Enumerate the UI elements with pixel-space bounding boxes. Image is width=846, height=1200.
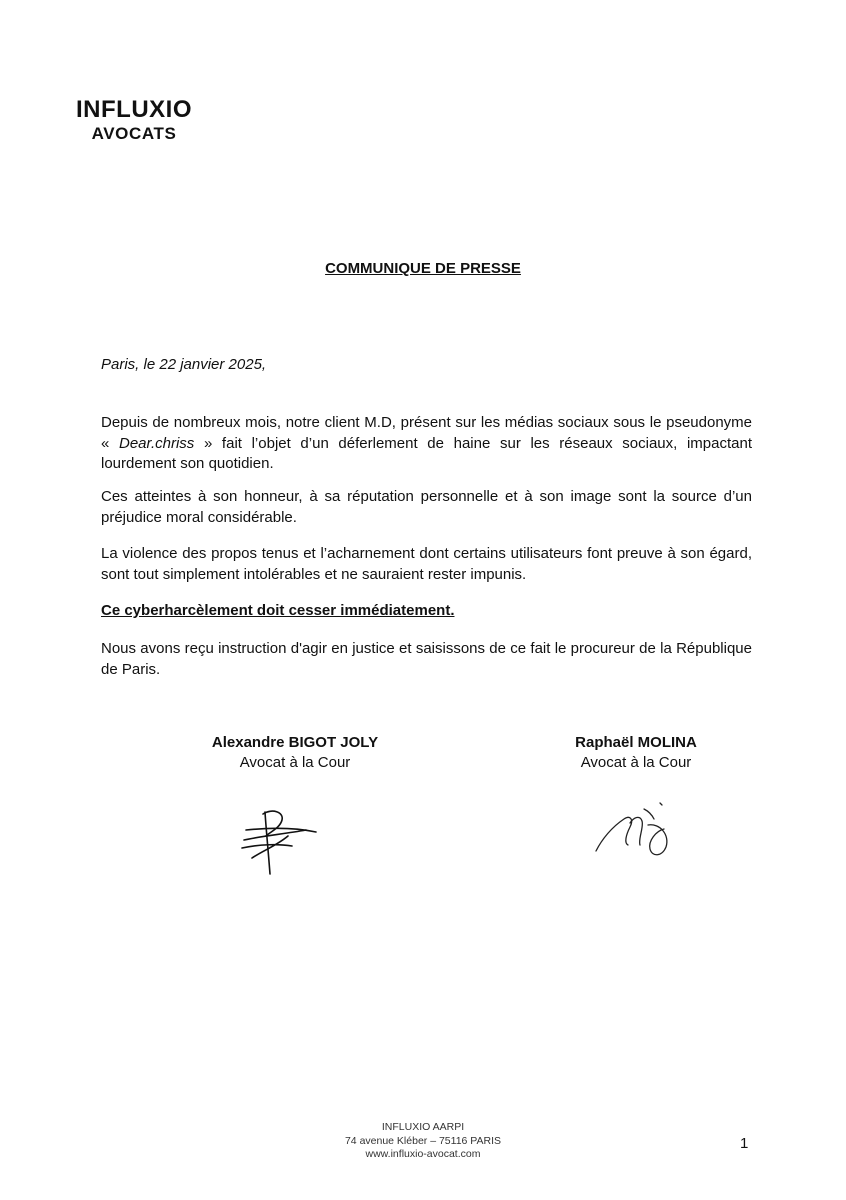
logo-line-influxio: INFLUXIO: [76, 96, 192, 123]
paragraph-1-part-1: Depuis de nombreux mois, notre client M.D, présent sur les médias sociaux sous le pseudonyme «: [101, 414, 752, 452]
paragraph-4-emphasis: Ce cyberharcèlement doit cesser immédiatement.: [101, 602, 455, 619]
footer-website: www.influxio-avocat.com: [365, 1148, 481, 1160]
signatory-role: Avocat à la Cour: [239, 754, 351, 771]
signatory-role: Avocat à la Cour: [580, 754, 692, 771]
page-number: 1: [740, 1135, 749, 1152]
signatory-name: Alexandre BIGOT JOLY: [211, 734, 379, 751]
signatory-left: [165, 733, 425, 773]
document-title: COMMUNIQUE DE PRESSE: [325, 260, 521, 277]
footer-firm-name: INFLUXIO AARPI: [381, 1121, 465, 1133]
page-footer: [0, 1121, 846, 1162]
paragraph-2: Ces atteintes à son honneur, à sa réputation personnelle et à son image sont la source d’un préjudice moral considérable.: [101, 488, 752, 526]
pseudonym: Dear.chriss: [119, 434, 195, 452]
paragraph-5: Nous avons reçu instruction d'agir en justice et saisissons de ce fait le procureur de la République de Paris.: [101, 640, 752, 678]
paragraph-1-part-2: » fait l’objet d’un déferlement de haine sur les réseaux sociaux, impactant lourdement son quotidien.: [101, 434, 752, 472]
document-date: Paris, le 22 janvier 2025,: [101, 356, 267, 373]
footer-address: 74 avenue Kléber – 75116 PARIS: [344, 1134, 502, 1147]
logo-line-avocats: AVOCATS: [91, 124, 177, 143]
paragraph-3: La violence des propos tenus et l’acharnement dont certains utilisateurs font preuve à son égard, sont tout simplement intolérables et ne sauraient rester impunis.: [101, 545, 752, 583]
signature-right-image: [590, 795, 680, 865]
paragraph-1: [101, 413, 752, 475]
signature-left-image: [232, 800, 322, 880]
firm-logo: [76, 98, 192, 142]
signatory-name: Raphaël MOLINA: [575, 734, 697, 751]
signatory-right: [506, 733, 766, 773]
